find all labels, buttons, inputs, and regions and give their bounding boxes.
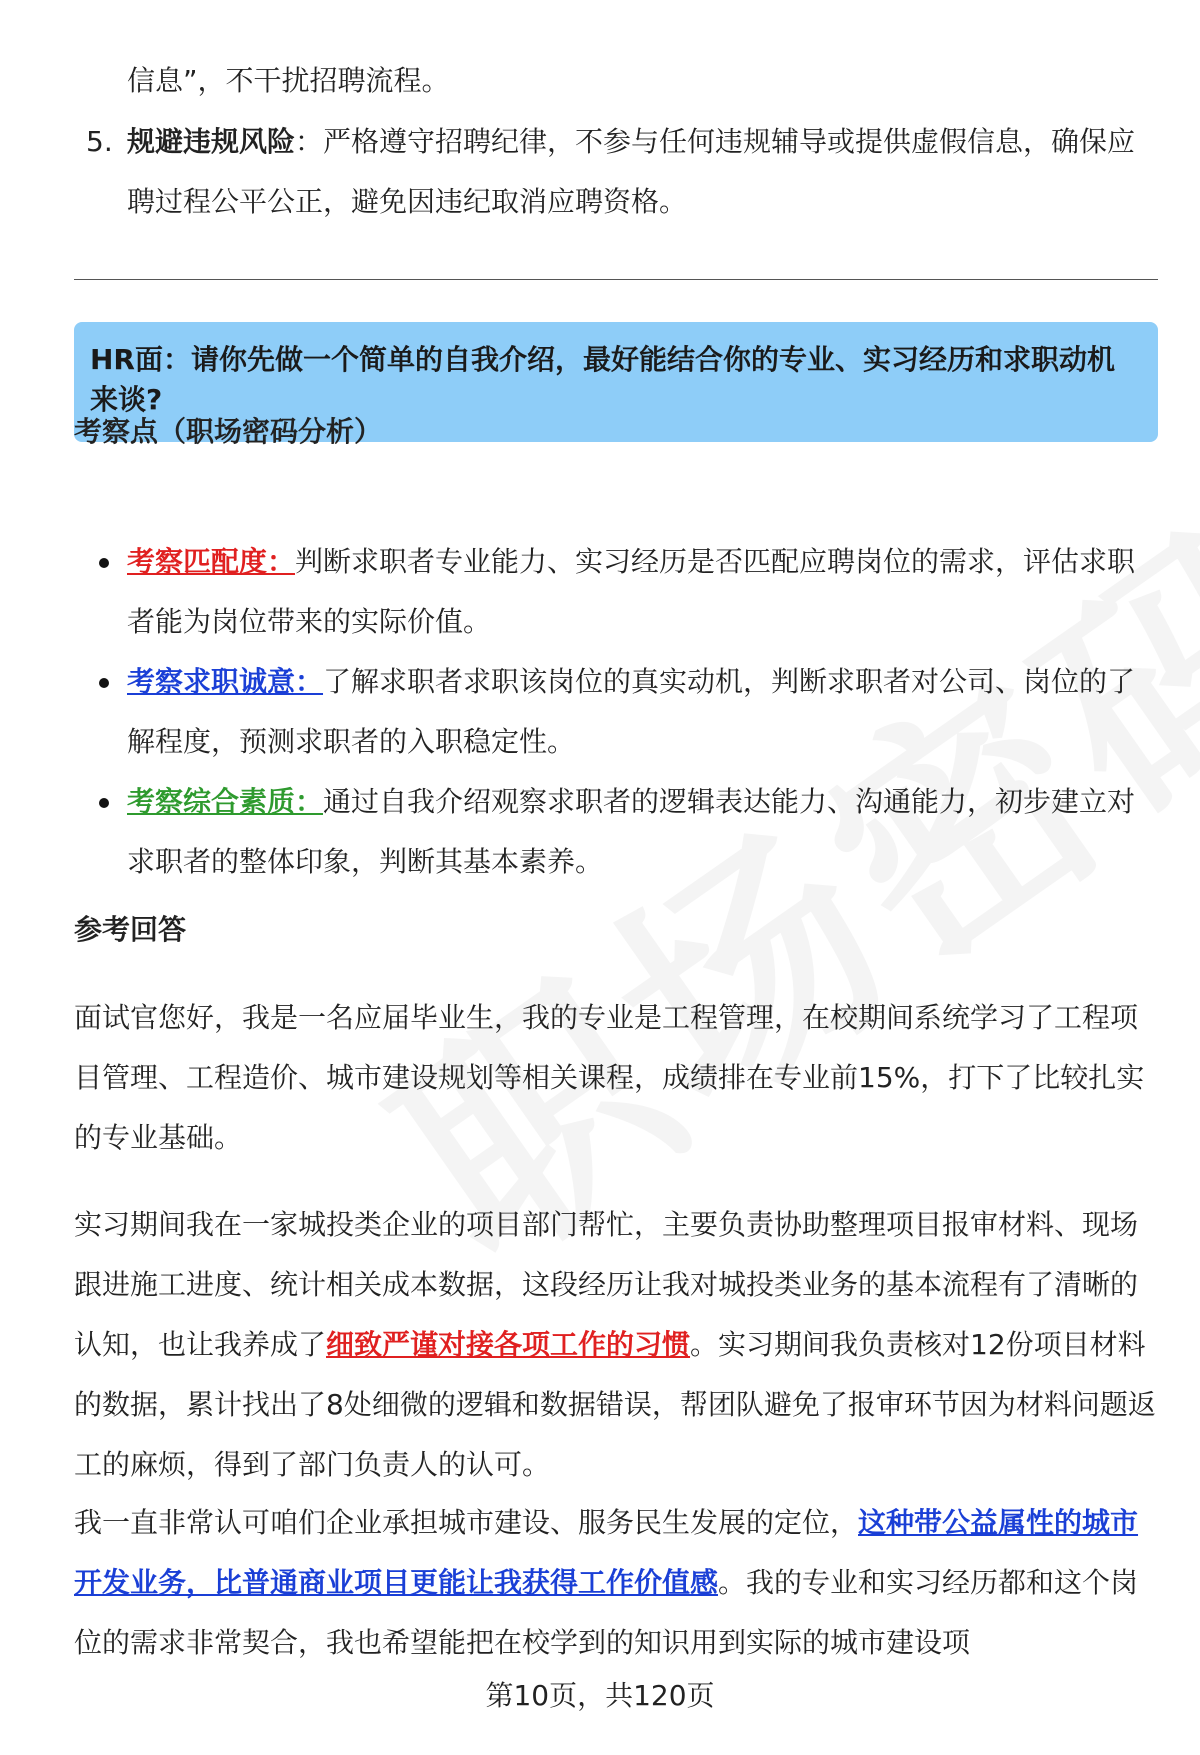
analysis-heading: 考察点（职场密码分析）	[74, 415, 383, 448]
paragraph-text: 我一直非常认可咱们企业承担城市建设、服务民生发展的定位，	[74, 1506, 859, 1539]
page-footer: 第10页，共120页	[485, 1679, 715, 1712]
continuation-text: 信息”，不干扰招聘流程。	[127, 64, 450, 97]
section-divider	[74, 279, 1158, 280]
paragraph-text: 。实习期间我负责核对12份项目材料的数据，累计找出了8处细微的逻辑和数据错误，帮团队避免了报审环节因为材料问题返工的麻烦，得到了部门负责人的认可。	[74, 1328, 1156, 1481]
answer-paragraph-2	[74, 1195, 1158, 1495]
list-item-text: ：严格遵守招聘纪律，不参与任何违规辅导或提供虚假信息，确保应聘过程公平公正，避免因违纪取消应聘资格。	[127, 125, 1136, 218]
point-text: 通过自我介绍观察求职者的逻辑表达能力、沟通能力，初步建立对求职者的整体印象，判断其基本素养。	[127, 785, 1136, 878]
highlight-text: 细致严谨对接各项工作的习惯	[326, 1328, 691, 1361]
point-text: 判断求职者专业能力、实习经历是否匹配应聘岗位的需求，评估求职者能为岗位带来的实际价值。	[127, 545, 1136, 638]
bullet-icon	[99, 558, 109, 568]
point-tag: 考察求职诚意：	[127, 665, 324, 698]
bullet-icon	[99, 678, 109, 688]
analysis-point	[74, 532, 1158, 652]
highlight-text: 这种带公益属性的城市开发业务，比普通商业项目更能让我获得工作价值感	[74, 1506, 1139, 1599]
point-text: 了解求职者求职该岗位的真实动机，判断求职者对公司、岗位的了解程度，预测求职者的入职稳定性。	[127, 665, 1136, 758]
bullet-icon	[99, 798, 109, 808]
list-item-body	[127, 112, 1158, 232]
answer-paragraph-1: 面试官您好，我是一名应届毕业生，我的专业是工程管理，在校期间系统学习了工程项目管理、工程造价、城市建设规划等相关课程，成绩排在专业前15%，打下了比较扎实的专业基础。	[74, 1001, 1145, 1154]
analysis-point	[74, 652, 1158, 772]
list-item-title: 规避违规风险	[127, 125, 296, 158]
analysis-point	[74, 772, 1158, 892]
point-tag: 考察综合素质：	[127, 785, 324, 818]
point-tag: 考察匹配度：	[127, 545, 296, 578]
analysis-points-list	[74, 532, 1158, 892]
paragraph-text: 实习期间我在一家城投类企业的项目部门帮忙，主要负责协助整理项目报审材料、现场跟进施工进度、统计相关成本数据，这段经历让我对城投类业务的基本流程有了清晰的认知，也让我养成了	[74, 1208, 1139, 1361]
answer-heading: 参考回答	[74, 913, 187, 946]
list-number: 5.	[86, 125, 113, 158]
list-item-5	[74, 112, 1158, 232]
paragraph-text: 。我的专业和实习经历都和这个岗位的需求非常契合，我也希望能把在校学到的知识用到实际的城市建设项	[74, 1566, 1139, 1659]
question-text: HR面：请你先做一个简单的自我介绍，最好能结合你的专业、实习经历和求职动机来谈?	[90, 343, 1115, 416]
answer-paragraph-3	[74, 1493, 1158, 1673]
